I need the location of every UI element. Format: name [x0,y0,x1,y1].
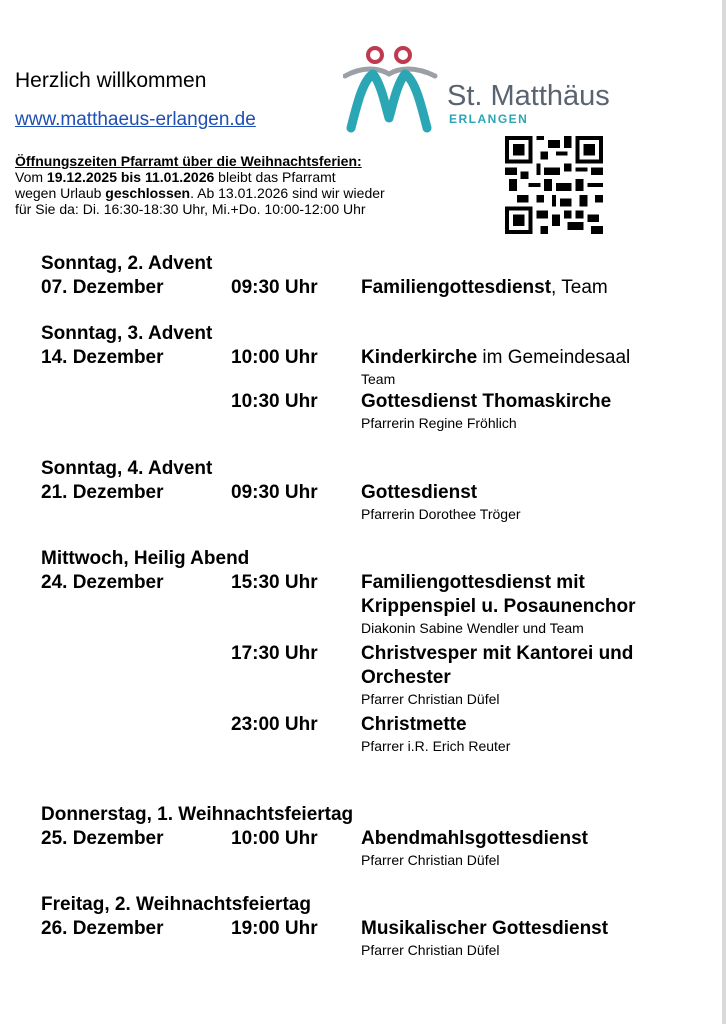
logo-name: St. Matthäus [447,80,610,112]
service-entry [41,827,701,868]
service-entry [41,481,701,522]
time: 19:00 Uhr [231,918,318,939]
service-title: Gottesdienst Thomaskirche [361,391,612,412]
service-leader: Pfarrerin Regine Fröhlich [361,415,517,431]
day-heading: Donnerstag, 1. Weihnachtsfeiertag [41,804,354,825]
service-leader: Team [361,371,396,387]
day-heading: Sonntag, 4. Advent [41,458,213,479]
service-entry [41,276,701,300]
date: 26. Dezember [41,918,164,939]
welcome-heading: Herzlich willkommen [15,69,207,92]
service-title: Familiengottesdienst mit Krippenspiel u. Posaunenchor [361,572,636,617]
service-entry [41,917,701,958]
service-title: Familiengottesdienst, Team [361,277,608,298]
schedule-day-christmas-2 [41,893,701,958]
day-heading: Sonntag, 3. Advent [41,323,213,344]
service-title: Abendmahlsgottesdienst [361,828,588,849]
logo-figures-icon [343,44,443,134]
service-entry [41,346,701,390]
qr-code-icon[interactable] [505,136,603,234]
date: 14. Dezember [41,347,164,368]
time: 10:00 Uhr [231,828,318,849]
day-heading: Mittwoch, Heilig Abend [41,548,250,569]
date: 25. Dezember [41,828,164,849]
day-heading: Sonntag, 2. Advent [41,253,213,274]
date: 24. Dezember [41,572,164,593]
service-entry [41,713,701,754]
service-title: Christvesper mit Kantorei und Orchester [361,643,634,688]
time: 09:30 Uhr [231,482,318,503]
date: 21. Dezember [41,482,164,503]
notice-heading: Öffnungszeiten Pfarramt über die Weihnachtsferien: [15,153,362,169]
service-leader: Pfarrer Christian Düfel [361,691,500,707]
page-edge [722,0,726,1024]
office-hours-notice [15,153,495,217]
schedule-day-christmas-eve [41,547,701,754]
schedule-day-2-advent [41,252,701,300]
schedule-day-3-advent [41,322,701,431]
time: 09:30 Uhr [231,277,318,298]
day-heading: Freitag, 2. Weihnachtsfeiertag [41,894,311,915]
service-title: Musikalischer Gottesdienst [361,918,609,939]
service-entry [41,571,701,642]
time: 17:30 Uhr [231,643,318,664]
schedule-day-4-advent [41,457,701,522]
time: 10:30 Uhr [231,391,318,412]
service-entry [41,642,701,713]
service-leader: Diakonin Sabine Wendler und Team [361,620,584,636]
service-entry [41,390,701,431]
service-leader: Pfarrer i.R. Erich Reuter [361,738,511,754]
service-title: Kinderkirche im Gemeindesaal [361,347,631,368]
service-leader: Pfarrer Christian Düfel [361,852,500,868]
service-leader: Pfarrerin Dorothee Tröger [361,506,521,522]
schedule-day-christmas-1 [41,803,701,868]
date: 07. Dezember [41,277,164,298]
service-leader: Pfarrer Christian Düfel [361,942,500,958]
notice-line-1: Vom 19.12.2025 bis 11.01.2026 bleibt das Pfarramt [15,169,336,185]
service-title: Gottesdienst [361,482,478,503]
notice-line-3: für Sie da: Di. 16:30-18:30 Uhr, Mi.+Do. 10:00-12:00 Uhr [15,201,366,217]
website-link[interactable]: www.matthaeus-erlangen.de [15,109,256,130]
service-title: Christmette [361,714,467,735]
church-logo [343,44,643,134]
logo-city: ERLANGEN [449,112,529,126]
time: 15:30 Uhr [231,572,318,593]
time: 23:00 Uhr [231,714,318,735]
notice-line-2: wegen Urlaub geschlossen. Ab 13.01.2026 sind wir wieder [15,185,385,201]
time: 10:00 Uhr [231,347,318,368]
